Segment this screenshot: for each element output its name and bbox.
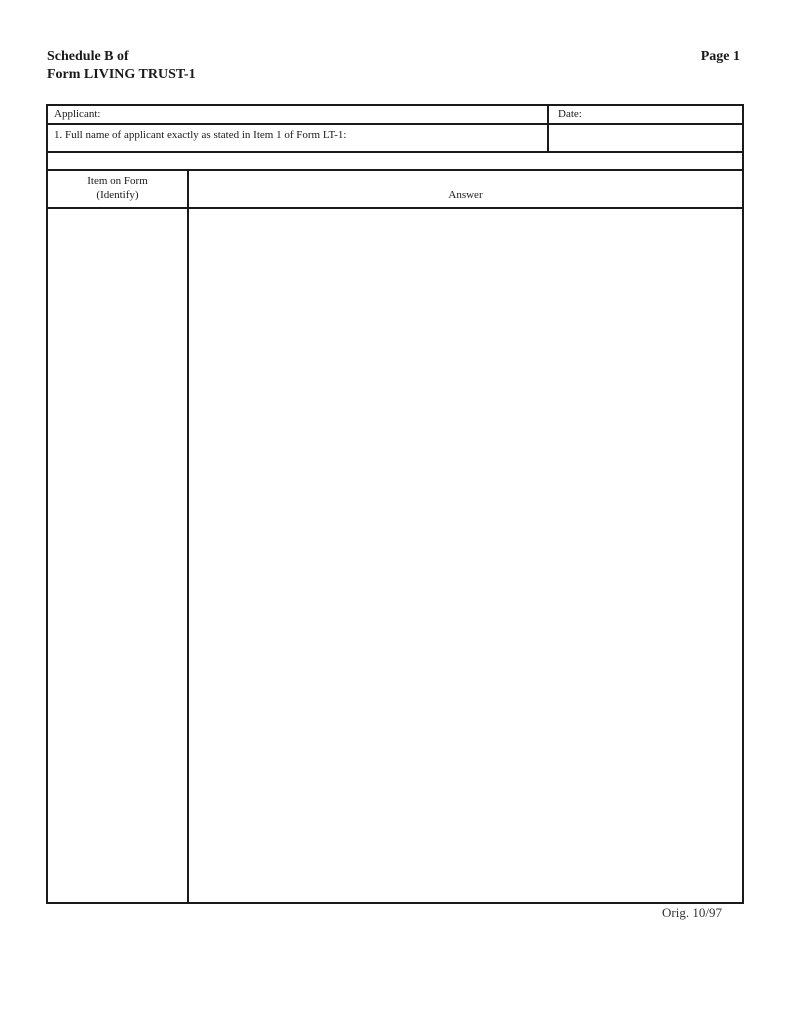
orig-date: Orig. 10/97: [662, 905, 722, 920]
item1-label: 1. Full name of applicant exactly as stated in Item 1 of Form LT-1:: [54, 129, 347, 141]
row-divider-3: [48, 169, 742, 171]
blank-row[interactable]: [48, 153, 742, 169]
date-field[interactable]: [593, 106, 738, 123]
item-on-form-header-line1: Item on Form: [87, 175, 148, 187]
form-title-block: [47, 48, 196, 84]
answer-column[interactable]: [189, 209, 742, 902]
item1-right-field[interactable]: [549, 125, 742, 151]
form-title: Form LIVING TRUST-1: [47, 67, 196, 82]
date-label: Date:: [558, 108, 582, 120]
answer-header: Answer: [448, 189, 483, 201]
form-table: [46, 104, 744, 904]
item-on-form-header: [48, 174, 187, 202]
item-on-form-header-line2: (Identify): [96, 189, 139, 201]
item-on-form-column[interactable]: [48, 209, 187, 902]
full-name-field[interactable]: [418, 125, 546, 151]
page-number: Page 1: [700, 49, 740, 64]
applicant-label: Applicant:: [54, 108, 101, 120]
applicant-field[interactable]: [118, 106, 546, 123]
schedule-title: Schedule B of: [47, 49, 129, 64]
